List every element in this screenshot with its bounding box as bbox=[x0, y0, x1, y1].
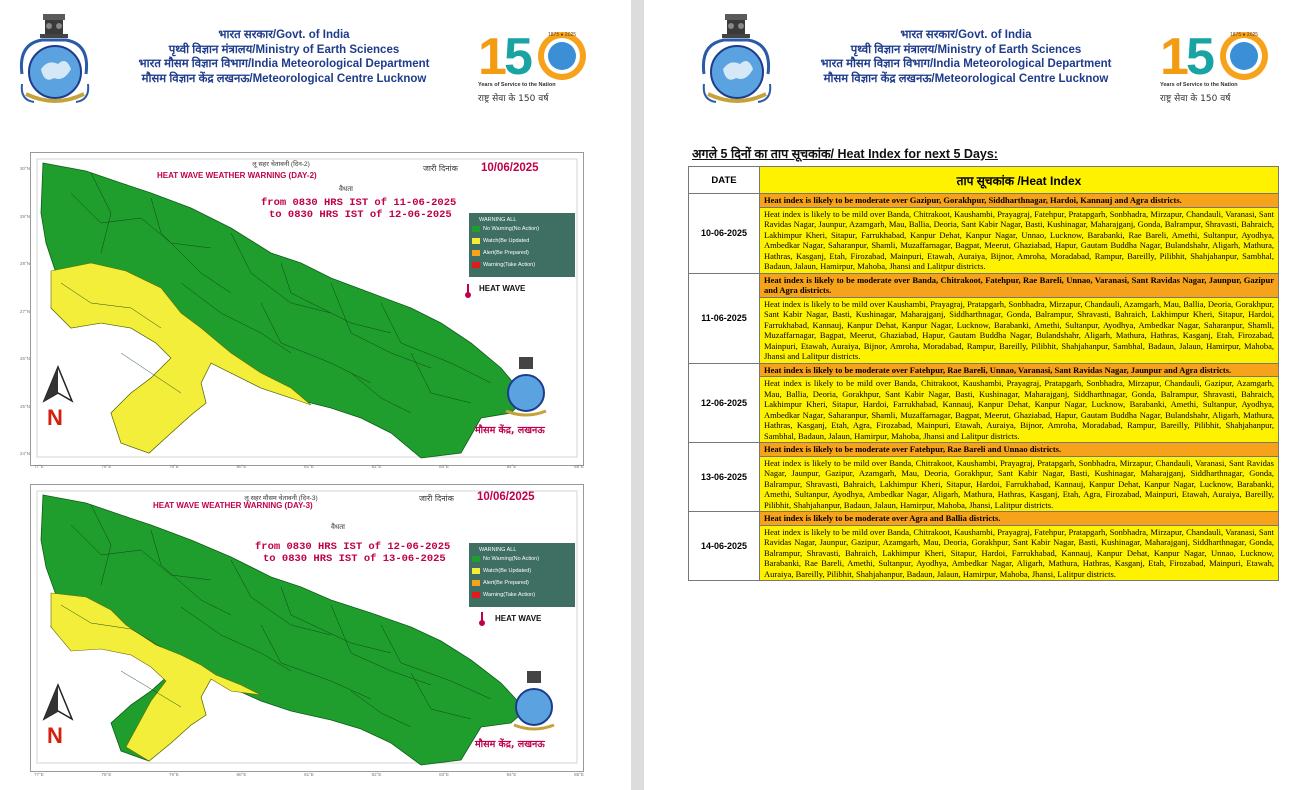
legend-title: WARNING ALL bbox=[479, 217, 517, 223]
header-line-govt: भारत सरकार/Govt. of India bbox=[900, 29, 1032, 41]
table-row bbox=[689, 207, 1279, 273]
north-arrow-icon bbox=[41, 683, 75, 745]
issued-date: 10/06/2025 bbox=[477, 491, 535, 503]
valid-to: to 0830 HRS IST of 12-06-2025 bbox=[269, 209, 452, 221]
moderate-cell: Heat index is likely to be moderate over Fatehpur, Rae Bareli and Unnao districts. bbox=[760, 443, 1279, 457]
warning-legend bbox=[469, 213, 575, 277]
imd-emblem-icon bbox=[698, 14, 776, 106]
met-centre-label: मौसम केंद्र, लखनऊ bbox=[475, 739, 545, 750]
row-date: 10-06-2025 bbox=[689, 194, 760, 274]
table-row bbox=[689, 525, 1279, 581]
table-row bbox=[689, 273, 1279, 297]
thermometer-icon bbox=[477, 611, 487, 627]
legend-warning: Warning(Take Action) bbox=[472, 261, 535, 269]
header-line-imd: भारत मौसम विज्ञान विभाग/India Meteorological Department bbox=[820, 58, 1112, 70]
header-line-ministry: पृथ्वी विज्ञान मंत्रालय/Ministry of Earth Sciences bbox=[850, 43, 1082, 56]
warning-legend bbox=[469, 543, 575, 607]
row-date: 14-06-2025 bbox=[689, 512, 760, 581]
legend-no-warning: No Warning(No Action) bbox=[472, 225, 539, 233]
mild-cell: Heat index is likely to be mild over Banda, Chitrakoot, Kaushambi, Prayagraj, Pratapgarh, Sonbhadra, Mirzapur, Chandauli, Varanasi, Sant Ravidas Nagar, Jaunpur, Gazipur, Azamgarh, Mau, Deoria, Gorakhpur, Sant Kabir Nagar, Basti, Kushinagar, Maharajganj, Siddharthnagar, Gonda, Balrampur, Shravasti, Bahraich, Lakhimpur Kheri, Sitapur, Hardoi, Farrukhabad, Kannauj, Kanpur Dehat, Kanpur Nagar, Lucknow, Barabanki, Amethi, Sultanpur, Ayodhya, Ambedkar Nagar, Aligarh, Mathura, Hathras, Kasganj, Etah, Agra, Firozabad, Mainpuri, Etawah, Auraiya, Bareilly, Pilibhit, Shahjahanpur, Badaun, Jalaun, Hamirpur, Mahoba, Jhansi, Lalitpur districts. bbox=[760, 456, 1279, 512]
lon-ticks-day3: 77°E 78°E 79°E 80°E 81°E 82°E 83°E 84°E 85°E bbox=[34, 772, 584, 777]
page-header bbox=[16, 14, 616, 109]
mild-cell: Heat index is likely to be mild over Banda, Chitrakoot, Kaushambi, Prayagraj, Fatehpur, Pratapgarh, Sonbhadra, Mirzapur, Chandauli, Varanasi, Sant Ravidas Nagar, Jaunpur, Gazipur, Azamgarh, Mau, Deoria, Gorakhpur, Sant Kabir Nagar, Basti, Kushinagar, Maharajganj, Siddharthnagar, Gonda, Balrampur, Shravasti, Bahraich, Lakhimpur Kheri, Sitapur, Hardoi, Farrukhabad, Kannauj, Kanpur Dehat, Kanpur Nagar, Unnao, Lucknow, Barabanki, Rae Bareli, Amethi, Sultanpur, Ayodhya, Ambedkar Nagar, Aligarh, Mathura, Hathras, Kasganj, Etah, Firozabad, Mainpuri, Etawah, Auraiya, Bareilly, Pilibhit, Shahjahanpur, Badaun, Jalaun, Hamirpur, Mahoba, Jhansi, Lalitpur districts. bbox=[760, 525, 1279, 581]
logo-caption-en: Years of Service to the Nation bbox=[1160, 82, 1238, 88]
header-text bbox=[104, 28, 464, 86]
page-header bbox=[698, 14, 1298, 109]
moderate-cell: Heat index is likely to be moderate over Banda, Chitrakoot, Fatehpur, Rae Bareli, Unnao, Varanasi, Sant Ravidas Nagar, Jaunpur, Gazipur and Agra districts. bbox=[760, 273, 1279, 297]
mild-cell: Heat index is likely to be mild over Banda, Chitrakoot, Kaushambi, Prayagraj, Pratapgarh, Sonbhadra, Mirzapur, Chandauli, Gazipur, Azamgarh, Mau, Ballia, Deoria, Gorakhpur, Sant Kabir Nagar, Basti, Kushinagar, Maharajganj, Siddharthnagar, Gonda, Balrampur, Shravasti, Bahraich, Lakhimpur Kheri, Sitapur, Hardoi, Farrukhabad, Kannauj, Kanpur Dehat, Kanpur Nagar, Lucknow, Barabanki, Amethi, Sultanpur, Ayodhya, Ambedkar Nagar, Saharanpur, Shamli, Muzaffarnagar, Bagpat, Meerut, Ghaziabad, Hapur, Gautam Buddha Nagar, Bulandshahr, Aligarh, Mathura, Hathras, Kasganj, Etah, Agra, Firozabad, Mainpuri, Etawah, Auraiya, Bijnor, Amroha, Moradabad, Rampur, Bareilly, Pilibhit, Shahjahanpur, Sambhal, Badaun, Jalaun, Hamirpur, Mahoba, Jhansi and Lalitpur districts. bbox=[760, 377, 1279, 443]
table-row bbox=[689, 194, 1279, 208]
logo-caption-en: Years of Service to the Nation bbox=[478, 82, 556, 88]
table-row bbox=[689, 377, 1279, 443]
map-title: HEAT WAVE WEATHER WARNING (DAY-2) bbox=[157, 171, 317, 180]
row-date: 13-06-2025 bbox=[689, 443, 760, 512]
issued-label: जारी दिनांक bbox=[419, 494, 454, 503]
table-row bbox=[689, 443, 1279, 457]
met-centre-label: मौसम केंद्र, लखनऊ bbox=[475, 425, 545, 436]
table-row bbox=[689, 363, 1279, 377]
thermometer-icon bbox=[463, 283, 473, 299]
legend-watch: Watch(Be Updated bbox=[472, 237, 529, 245]
lon-ticks-day2: 77°E 78°E 79°E 80°E 81°E 82°E 83°E 84°E 85°E bbox=[34, 464, 584, 469]
valid-label: वैधता bbox=[331, 523, 345, 531]
header-line-imd: भारत मौसम विज्ञान विभाग/India Meteorological Department bbox=[138, 58, 430, 70]
svg-text:5: 5 bbox=[504, 28, 533, 86]
north-label: N bbox=[47, 405, 63, 427]
header-line-ministry: पृथ्वी विज्ञान मंत्रालय/Ministry of Earth Sciences bbox=[168, 43, 400, 56]
north-arrow-icon bbox=[41, 365, 75, 427]
table-row bbox=[689, 512, 1279, 526]
imd-150-years-logo bbox=[476, 22, 594, 108]
table-header-row bbox=[689, 167, 1279, 194]
moderate-cell: Heat index is likely to be moderate over Agra and Ballia districts. bbox=[760, 512, 1279, 526]
heat-index-table bbox=[688, 166, 1279, 581]
col-heat-index-header: ताप सूचकांक /Heat Index bbox=[760, 167, 1279, 194]
row-date: 12-06-2025 bbox=[689, 363, 760, 443]
warning-map-day3 bbox=[30, 484, 584, 772]
header-line-centre: मौसम विज्ञान केंद्र लखनऊ/Meteorological Centre Lucknow bbox=[141, 72, 427, 85]
imd-emblem-icon bbox=[501, 357, 551, 417]
svg-text:1: 1 bbox=[478, 28, 507, 86]
svg-text:1: 1 bbox=[1160, 28, 1189, 86]
header-text bbox=[786, 28, 1146, 86]
north-label: N bbox=[47, 723, 63, 745]
warning-map-day2 bbox=[30, 152, 584, 466]
imd-150-years-logo bbox=[1158, 22, 1276, 108]
map-title-hindi: लू सहर चेतावनी (दिन-2) bbox=[252, 161, 310, 168]
imd-emblem-icon bbox=[509, 671, 559, 731]
header-line-centre: मौसम विज्ञान केंद्र लखनऊ/Meteorological Centre Lucknow bbox=[823, 72, 1109, 85]
moderate-cell: Heat index is likely to be moderate over Fatehpur, Rae Bareli, Unnao, Varanasi, Sant Ravidas Nagar, Jaunpur and Agra districts. bbox=[760, 363, 1279, 377]
legend-watch: Watch(Be Updated) bbox=[472, 567, 531, 575]
map-title-hindi: लू सहर मौसम चेतावनी (दिन-3) bbox=[244, 495, 318, 502]
valid-from: from 0830 HRS IST of 12-06-2025 bbox=[255, 541, 451, 553]
valid-from: from 0830 HRS IST of 11-06-2025 bbox=[261, 197, 457, 209]
lat-ticks-day2: 30°N 29°N 28°N 27°N 26°N 25°N 24°N bbox=[20, 166, 31, 456]
heat-wave-label: HEAT WAVE bbox=[479, 284, 526, 293]
legend-alert: Alert(Be Prepared) bbox=[472, 579, 529, 587]
header-line-govt: भारत सरकार/Govt. of India bbox=[218, 29, 350, 41]
logo-years: 1875 ● 2025 bbox=[1230, 32, 1259, 38]
mild-cell: Heat index is likely to be mild over Kaushambi, Prayagraj, Pratapgarh, Sonbhadra, Mirzapur, Chandauli, Azamgarh, Mau, Ballia, Deoria, Gorakhpur, Sant Kabir Nagar, Basti, Kushinagar, Maharajganj, Siddharthnagar, Gonda, Balrampur, Shravasti, Bahraich, Lakhimpur Kheri, Sitapur, Hardoi, Farrukhabad, Kannauj, Kanpur Dehat, Kanpur Nagar, Lucknow, Barabanki, Amethi, Sultanpur, Ayodhya, Ambedkar Nagar, Saharanpur, Shamli, Muzaffarnagar, Bagpat, Meerut, Ghaziabad, Hapur, Gautam Buddha Nagar, Bulandshahr, Aligarh, Mathura, Hathras, Kasganj, Etah, Firozabad, Mainpuri, Etawah, Auraiya, Bijnor, Amroha, Moradabad, Rampur, Bareilly, Pilibhit, Shahjahanpur, Sambhal, Badaun, Jalaun, Hamirpur, Mahoba, Jhansi and Lalitpur districts. bbox=[760, 297, 1279, 363]
heat-index-heading: अगले 5 दिनों का ताप सूचकांक/ Heat Index for next 5 Days: bbox=[692, 147, 998, 161]
logo-caption-hi: राष्ट्र सेवा के 150 वर्ष bbox=[1160, 94, 1231, 104]
col-date-header: DATE bbox=[689, 167, 760, 194]
table-row bbox=[689, 456, 1279, 512]
map-title: HEAT WAVE WEATHER WARNING (DAY-3) bbox=[153, 501, 313, 510]
logo-caption-hi: राष्ट्र सेवा के 150 वर्ष bbox=[478, 94, 549, 104]
legend-alert: Alert(Be Prepared) bbox=[472, 249, 529, 257]
svg-text:5: 5 bbox=[1186, 28, 1215, 86]
valid-to: to 0830 HRS IST of 13-06-2025 bbox=[263, 553, 446, 565]
page-warning-maps bbox=[0, 0, 631, 790]
valid-label: वैधता bbox=[339, 185, 353, 193]
row-date: 11-06-2025 bbox=[689, 273, 760, 363]
up-map-day3 bbox=[31, 485, 583, 771]
page-divider bbox=[631, 0, 644, 790]
legend-warning: Warning(Take Action) bbox=[472, 591, 535, 599]
issued-label: जारी दिनांक bbox=[423, 164, 458, 173]
legend-title: WARNING ALL bbox=[479, 547, 517, 553]
issued-date: 10/06/2025 bbox=[481, 162, 539, 174]
legend-no-warning: No Warning(No Action) bbox=[472, 555, 539, 563]
page-heat-index bbox=[644, 0, 1300, 790]
logo-years: 1875 ● 2025 bbox=[548, 32, 577, 38]
moderate-cell: Heat index is likely to be moderate over Gazipur, Gorakhpur, Siddharthnagar, Hardoi, Kannauj and Agra districts. bbox=[760, 194, 1279, 208]
mild-cell: Heat index is likely to be mild over Banda, Chitrakoot, Kaushambi, Prayagraj, Fatehpur, Pratapgarh, Sonbhadra, Mirzapur, Chandauli, Varanasi, Sant Ravidas Nagar, Jaunpur, Azamgarh, Mau, Ballia, Deoria, Sant Kabir Nagar, Basti, Kushinagar, Maharajganj, Gonda, Balrampur, Shravasti, Bahraich, Lakhimpur Kheri, Sitapur, Farrukhabad, Kanpur Dehat, Kanpur Nagar, Unnao, Lucknow, Barabanki, Rae Bareli, Amethi, Sultanpur, Ayodhya, Ambedkar Nagar, Saharanpur, Shamli, Muzaffarnagar, Bagpat, Meerut, Ghaziabad, Hapur, Gautam Buddha Nagar, Bulandshahr, Aligarh, Mathura, Hathras, Kasganj, Etah, Firozabad, Mainpuri, Etawah, Auraiya, Bijnor, Amroha, Moradabad, Rampur, Bareilly, Pilibhit, Shahjahanpur, Sambhal, Badaun, Jalaun, Hamirpur, Mahoba, Jhansi and Lalitpur districts. bbox=[760, 207, 1279, 273]
table-row bbox=[689, 297, 1279, 363]
imd-emblem-icon bbox=[16, 14, 94, 106]
heat-wave-label: HEAT WAVE bbox=[495, 614, 542, 623]
